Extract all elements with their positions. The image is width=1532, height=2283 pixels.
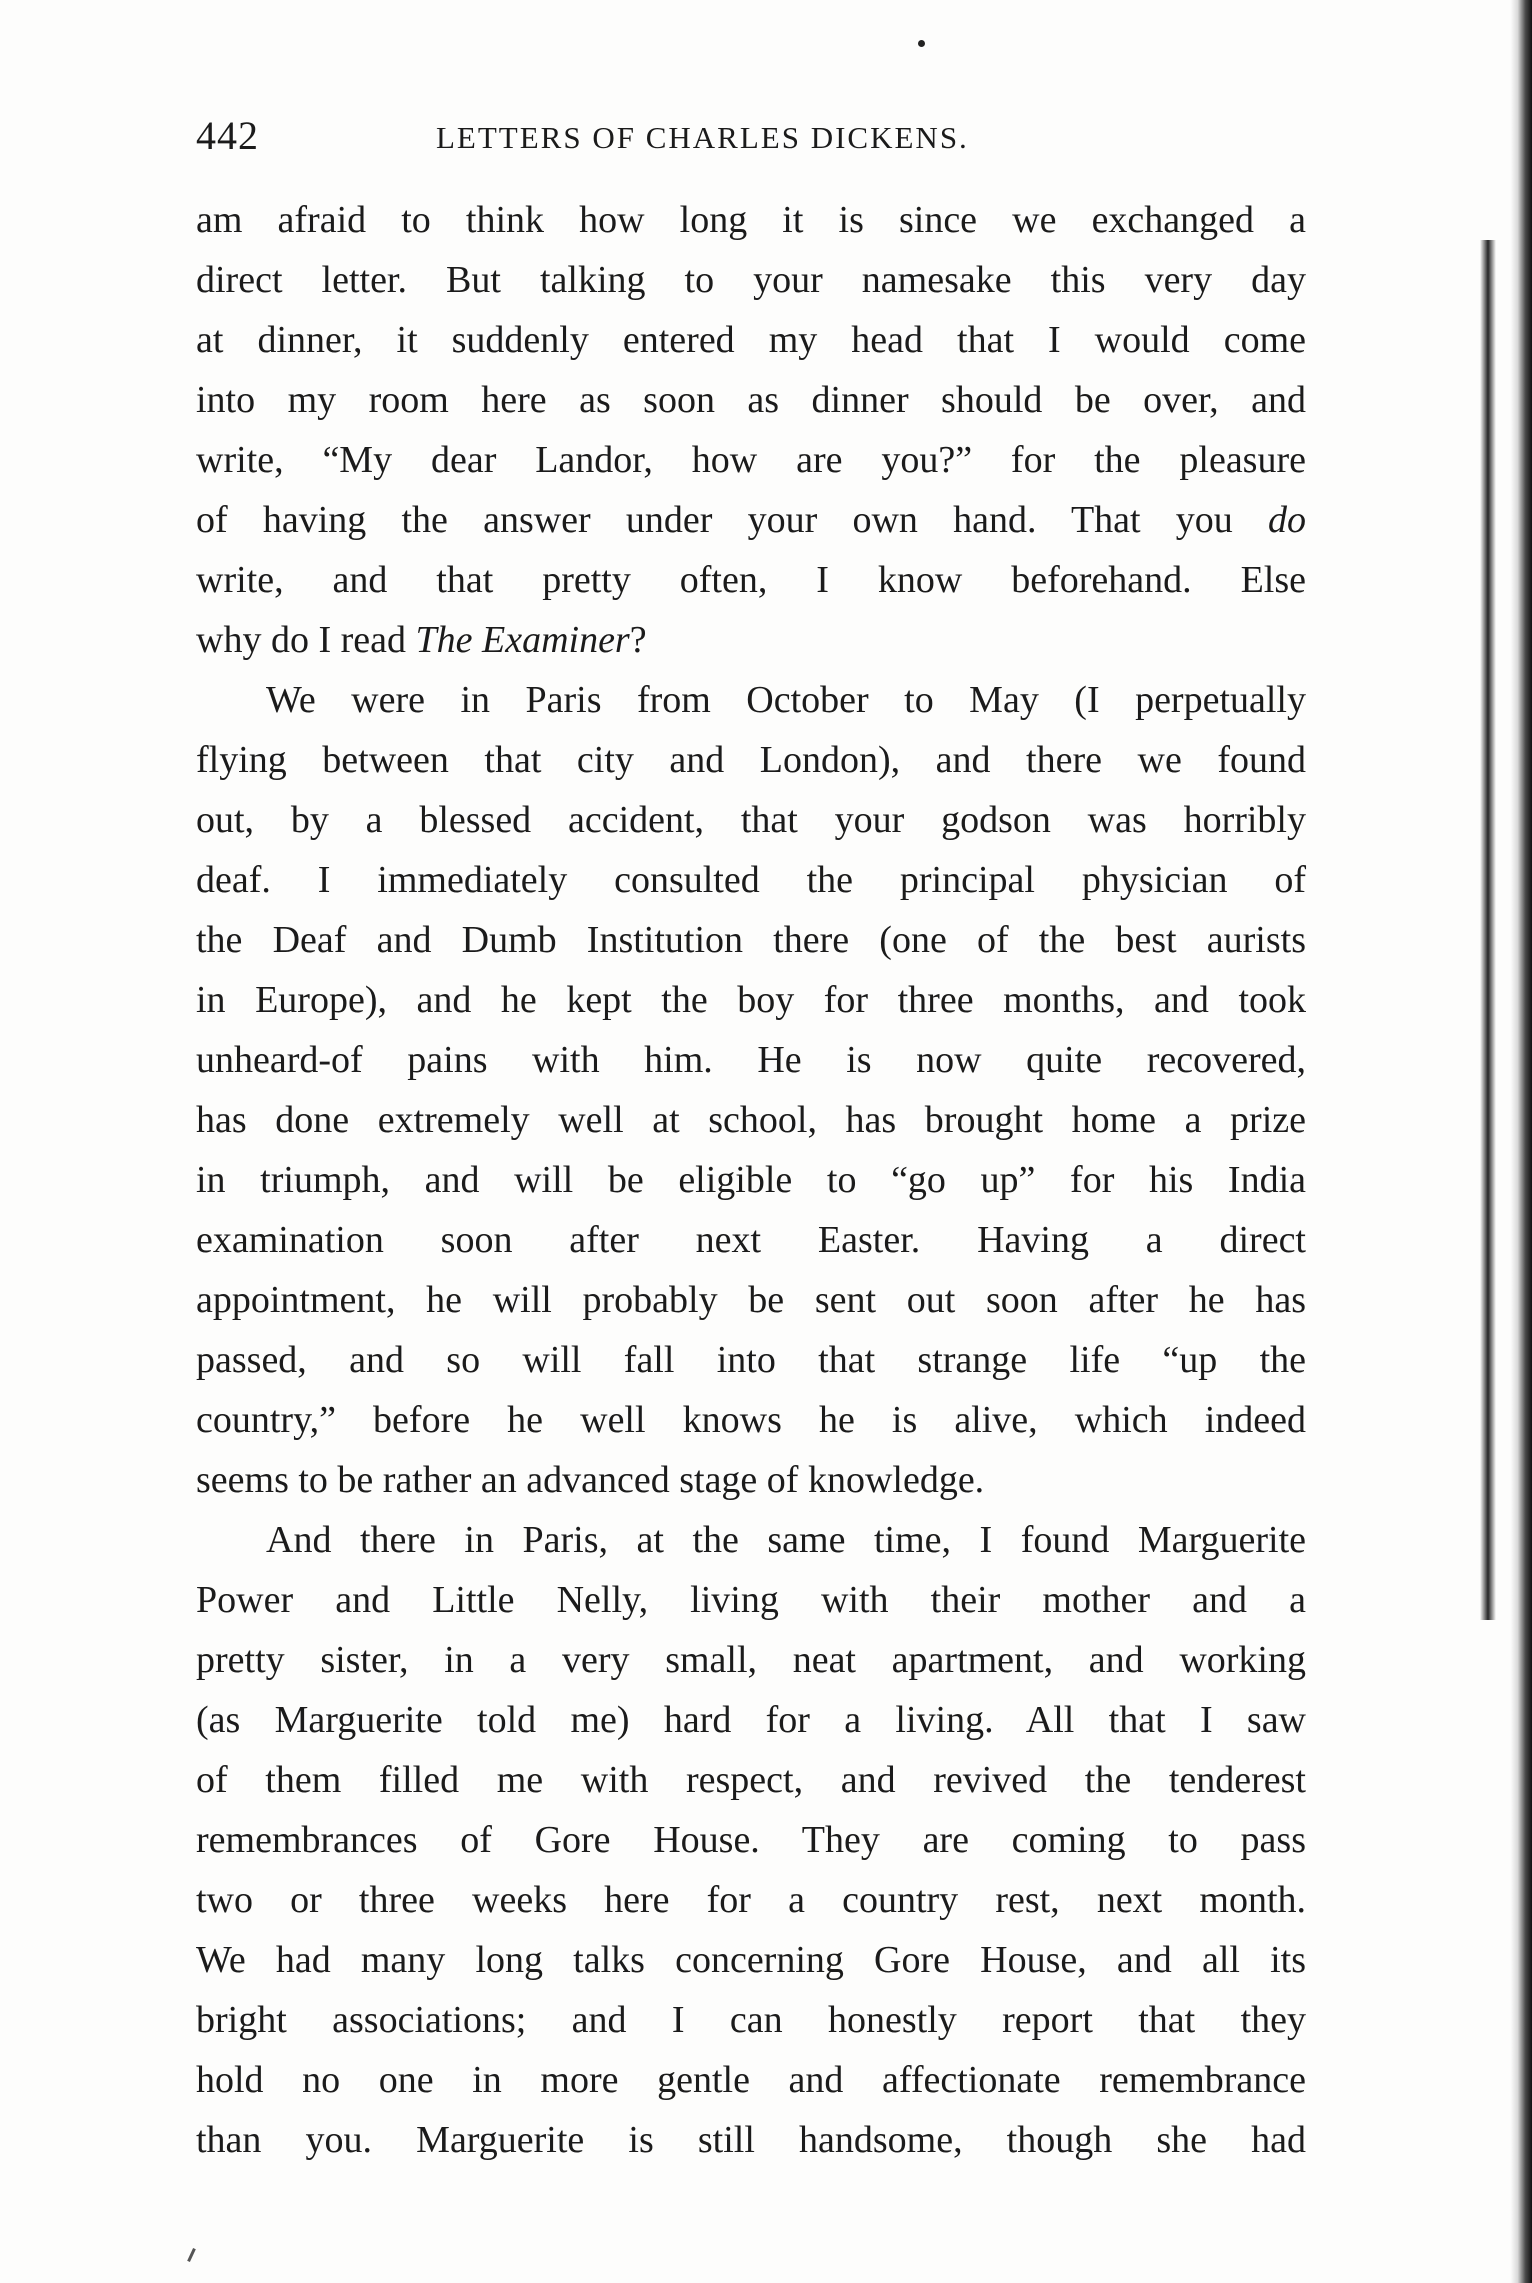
- text-line: seems to be rather an advanced stage of knowledge.: [196, 1459, 985, 1501]
- text-line: why do I read The Examiner?: [196, 619, 647, 661]
- text-line: at dinner, it suddenly entered my head that I would come: [196, 319, 1306, 361]
- text-line: write, “My dear Landor, how are you?” for the pleasure: [196, 439, 1306, 481]
- text-line: flying between that city and London), and there we found: [196, 739, 1306, 781]
- text-line: bright associations; and I can honestly report that they: [196, 1999, 1306, 2041]
- text-line: write, and that pretty often, I know beforehand. Else: [196, 559, 1306, 601]
- text-line: two or three weeks here for a country rest, next month.: [196, 1879, 1306, 1921]
- text-line: direct letter. But talking to your namesake this very day: [196, 259, 1306, 301]
- text-line: Power and Little Nelly, living with their mother and a: [196, 1579, 1306, 1621]
- page-number: 442: [196, 113, 259, 158]
- page-edge-shadow: [1480, 240, 1496, 1620]
- text-line: deaf. I immediately consulted the principal physician of: [196, 859, 1306, 901]
- body-text: [196, 190, 1306, 2170]
- text-line: in triumph, and will be eligible to “go up” for his India: [196, 1159, 1306, 1201]
- text-line: remembrances of Gore House. They are coming to pass: [196, 1819, 1306, 1861]
- text-line: of having the answer under your own hand. That you do: [196, 499, 1306, 541]
- text-line: passed, and so will fall into that strange life “up the: [196, 1339, 1306, 1381]
- text-line: unheard-of pains with him. He is now quite recovered,: [196, 1039, 1306, 1081]
- text-line: out, by a blessed accident, that your godson was horribly: [196, 799, 1306, 841]
- text-line: in Europe), and he kept the boy for three months, and took: [196, 979, 1306, 1021]
- text-line: We were in Paris from October to May (I perpetually: [266, 679, 1306, 721]
- text-line: hold no one in more gentle and affectionate remembrance: [196, 2059, 1306, 2101]
- text-line: into my room here as soon as dinner should be over, and: [196, 379, 1306, 421]
- text-line: appointment, he will probably be sent out soon after he has: [196, 1279, 1306, 1321]
- running-title: LETTERS OF CHARLES DICKENS.: [436, 120, 969, 155]
- text-line: the Deaf and Dumb Institution there (one of the best aurists: [196, 919, 1306, 961]
- text-line: than you. Marguerite is still handsome, though she had: [196, 2119, 1306, 2161]
- page-header: [196, 106, 1306, 166]
- text-line: country,” before he well knows he is alive, which indeed: [196, 1399, 1306, 1441]
- text-line: (as Marguerite told me) hard for a living. All that I saw: [196, 1699, 1306, 1741]
- text-line: And there in Paris, at the same time, I found Marguerite: [266, 1519, 1306, 1561]
- ink-dot: [918, 40, 925, 47]
- text-line: pretty sister, in a very small, neat apartment, and working: [196, 1639, 1306, 1681]
- text-line: am afraid to think how long it is since we exchanged a: [196, 199, 1306, 241]
- text-line: of them filled me with respect, and revived the tenderest: [196, 1759, 1306, 1801]
- text-line: has done extremely well at school, has brought home a prize: [196, 1099, 1306, 1141]
- page-binding-edge: [1510, 0, 1532, 2283]
- text-line: We had many long talks concerning Gore House, and all its: [196, 1939, 1306, 1981]
- text-line: examination soon after next Easter. Having a direct: [196, 1219, 1306, 1261]
- stray-mark: [187, 2248, 196, 2262]
